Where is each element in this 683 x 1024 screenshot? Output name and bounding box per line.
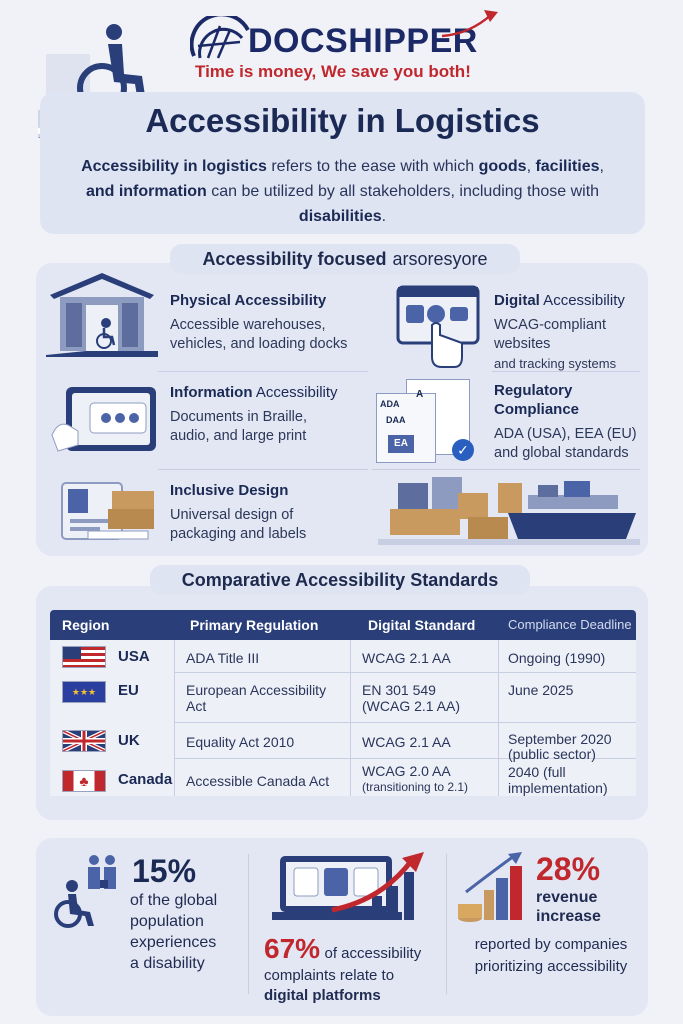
column-header: Primary Regulation bbox=[190, 617, 319, 633]
revenue-growth-icon bbox=[456, 852, 526, 926]
page-title: Accessibility in Logistics bbox=[145, 102, 540, 139]
stat-67: 67% of accessibility complaints relate to digital platforms bbox=[264, 933, 422, 1004]
cargo-ship-icon bbox=[378, 473, 640, 549]
regulatory-documents-icon: A ADA DAA EA ✓ bbox=[376, 379, 480, 467]
eu-flag-icon: ★★★ bbox=[62, 681, 106, 703]
feature-inclusive: Inclusive Design Universal design of packaging and labels bbox=[170, 482, 307, 542]
divider bbox=[492, 371, 640, 372]
usa-flag-icon bbox=[62, 646, 106, 668]
brand-name: DOCSHIPPER bbox=[248, 22, 478, 60]
people-group-icon bbox=[50, 852, 130, 928]
brand-logo bbox=[190, 14, 500, 84]
standards-table-card bbox=[36, 586, 648, 820]
column-header: Compliance Deadline bbox=[508, 617, 632, 632]
brand-tagline: Time is money, We save you both! bbox=[195, 62, 471, 81]
divider bbox=[248, 854, 249, 994]
stat-67-value: 67% bbox=[264, 933, 321, 964]
globe-logo-icon bbox=[190, 16, 252, 60]
focus-card bbox=[36, 263, 648, 556]
stat-28-label: revenue increase bbox=[536, 889, 601, 925]
warehouse-icon bbox=[46, 271, 158, 357]
braille-document-icon bbox=[48, 381, 160, 459]
feature-information: Information Accessibility Documents in Braille, audio, and large print bbox=[170, 384, 338, 444]
divider bbox=[158, 371, 368, 372]
uk-flag-icon bbox=[62, 730, 106, 752]
stat-28-text: reported by companies prioritizing accessibility bbox=[474, 936, 628, 975]
standards-section-heading: Comparative Accessibility Standards bbox=[150, 565, 530, 595]
stat-28-value: 28% bbox=[536, 851, 601, 887]
intro-card bbox=[40, 92, 645, 234]
divider bbox=[446, 854, 447, 994]
stats-card bbox=[36, 838, 648, 1016]
column-header: Region bbox=[62, 617, 110, 633]
check-badge-icon: ✓ bbox=[452, 439, 474, 461]
airplane-icon bbox=[440, 8, 500, 38]
packaging-icon bbox=[58, 475, 158, 545]
intro-text: Accessibility in logistics refers to the ease with which goods, facilities, and information can be utilized by all stakeholders, including those with disabilities. bbox=[81, 158, 604, 225]
column-header: Digital Standard bbox=[368, 617, 476, 633]
table-body: USA ADA Title III WCAG 2.1 AA Ongoing (1990) ★★★ EU European Accessibility Act EN 301 549 (WCAG 2.1 AA) June 2025 UK Equality Act 2010 WCAG 2.1 AA September 2020 (public sector) ♣ Canada Accessible Canada Act WCAG 2.0 AA (transitioning to 2.1) 2040 (full implementation) bbox=[50, 640, 636, 796]
stat-15-text: of the global population experiences a disability bbox=[130, 892, 218, 972]
feature-physical: Physical Accessibility Accessible warehouses, vehicles, and loading docks bbox=[170, 292, 348, 352]
feature-digital: Digital Accessibility WCAG-compliant websites and tracking systems bbox=[494, 292, 625, 371]
table-header bbox=[50, 610, 636, 640]
screen-click-icon bbox=[396, 285, 488, 369]
divider bbox=[158, 469, 368, 470]
divider bbox=[372, 469, 640, 470]
focus-section-heading: Accessibility focused arsoresyore bbox=[170, 244, 520, 274]
canada-flag-icon: ♣ bbox=[62, 770, 106, 792]
chart-monitor-icon bbox=[272, 850, 426, 926]
feature-regulatory: Regulatory Compliance ADA (USA), EEA (EU) and global standards bbox=[494, 382, 637, 461]
stat-15-value: 15% bbox=[132, 853, 197, 889]
